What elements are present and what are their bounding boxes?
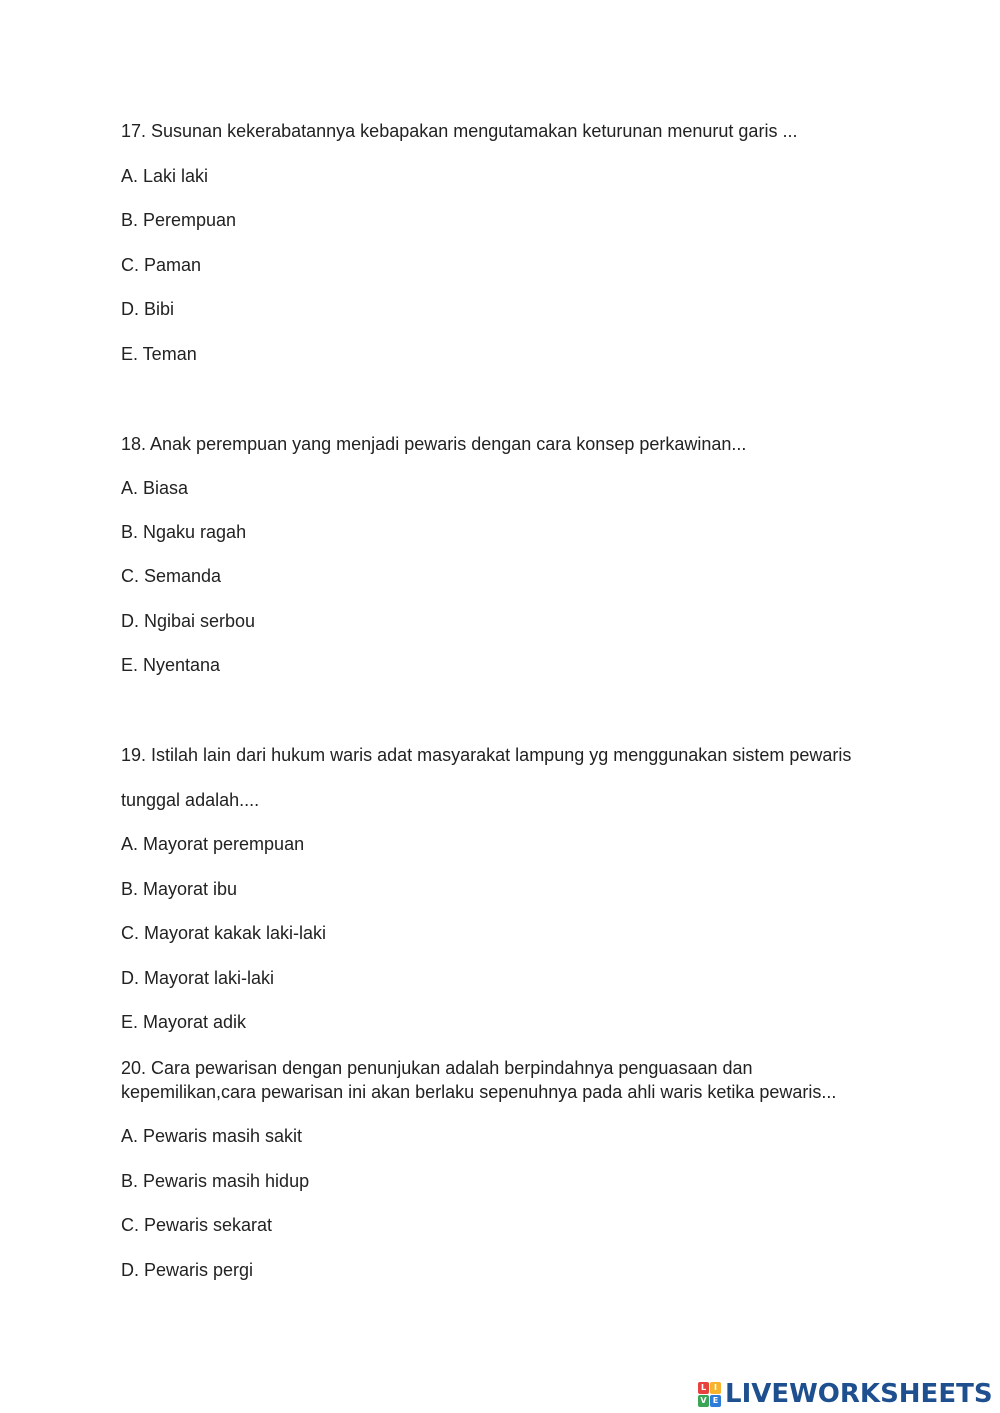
q18-option-e[interactable]: E. Nyentana	[121, 655, 221, 675]
q18-option-c[interactable]: C. Semanda	[121, 566, 222, 586]
liveworksheets-mark-icon	[698, 1382, 721, 1407]
logo-mark-letter: L	[698, 1382, 709, 1394]
question-20-text-cont: kepemilikan,cara pewarisan ini akan berlaku sepenuhnya pada ahli waris ketika pewaris...	[121, 1082, 837, 1102]
liveworksheets-logo[interactable]	[698, 1379, 993, 1409]
q20-option-c[interactable]: C. Pewaris sekarat	[121, 1215, 273, 1235]
q20-option-d[interactable]: D. Pewaris pergi	[121, 1260, 254, 1280]
q17-option-d[interactable]: D. Bibi	[121, 299, 175, 319]
question-17-text: 17. Susunan kekerabatannya kebapakan mengutamakan keturunan menurut garis ...	[121, 121, 798, 141]
q17-option-b[interactable]: B. Perempuan	[121, 210, 237, 230]
q19-option-c[interactable]: C. Mayorat kakak laki-laki	[121, 923, 327, 943]
q19-option-a[interactable]: A. Mayorat perempuan	[121, 834, 305, 854]
logo-mark-letter: V	[698, 1395, 709, 1407]
logo-mark-letter: I	[710, 1382, 721, 1394]
question-19-text-cont: tunggal adalah....	[121, 790, 260, 810]
q17-option-e[interactable]: E. Teman	[121, 344, 197, 364]
question-20-text: 20. Cara pewarisan dengan penunjukan adalah berpindahnya penguasaan dan	[121, 1058, 753, 1078]
q18-option-a[interactable]: A. Biasa	[121, 478, 189, 498]
logo-text: LIVEWORKSHEETS	[725, 1379, 993, 1409]
logo-mark-letter: E	[710, 1395, 721, 1407]
q17-option-c[interactable]: C. Paman	[121, 255, 202, 275]
question-19-text: 19. Istilah lain dari hukum waris adat masyarakat lampung yg menggunakan sistem pewaris	[121, 745, 852, 765]
q20-option-a[interactable]: A. Pewaris masih sakit	[121, 1126, 303, 1146]
q17-option-a[interactable]: A. Laki laki	[121, 166, 209, 186]
q20-option-b[interactable]: B. Pewaris masih hidup	[121, 1171, 310, 1191]
question-18-text: 18. Anak perempuan yang menjadi pewaris dengan cara konsep perkawinan...	[121, 434, 747, 454]
q19-option-e[interactable]: E. Mayorat adik	[121, 1012, 247, 1032]
q19-option-d[interactable]: D. Mayorat laki-laki	[121, 968, 275, 988]
q19-option-b[interactable]: B. Mayorat ibu	[121, 879, 238, 899]
q18-option-b[interactable]: B. Ngaku ragah	[121, 522, 247, 542]
q18-option-d[interactable]: D. Ngibai serbou	[121, 611, 256, 631]
